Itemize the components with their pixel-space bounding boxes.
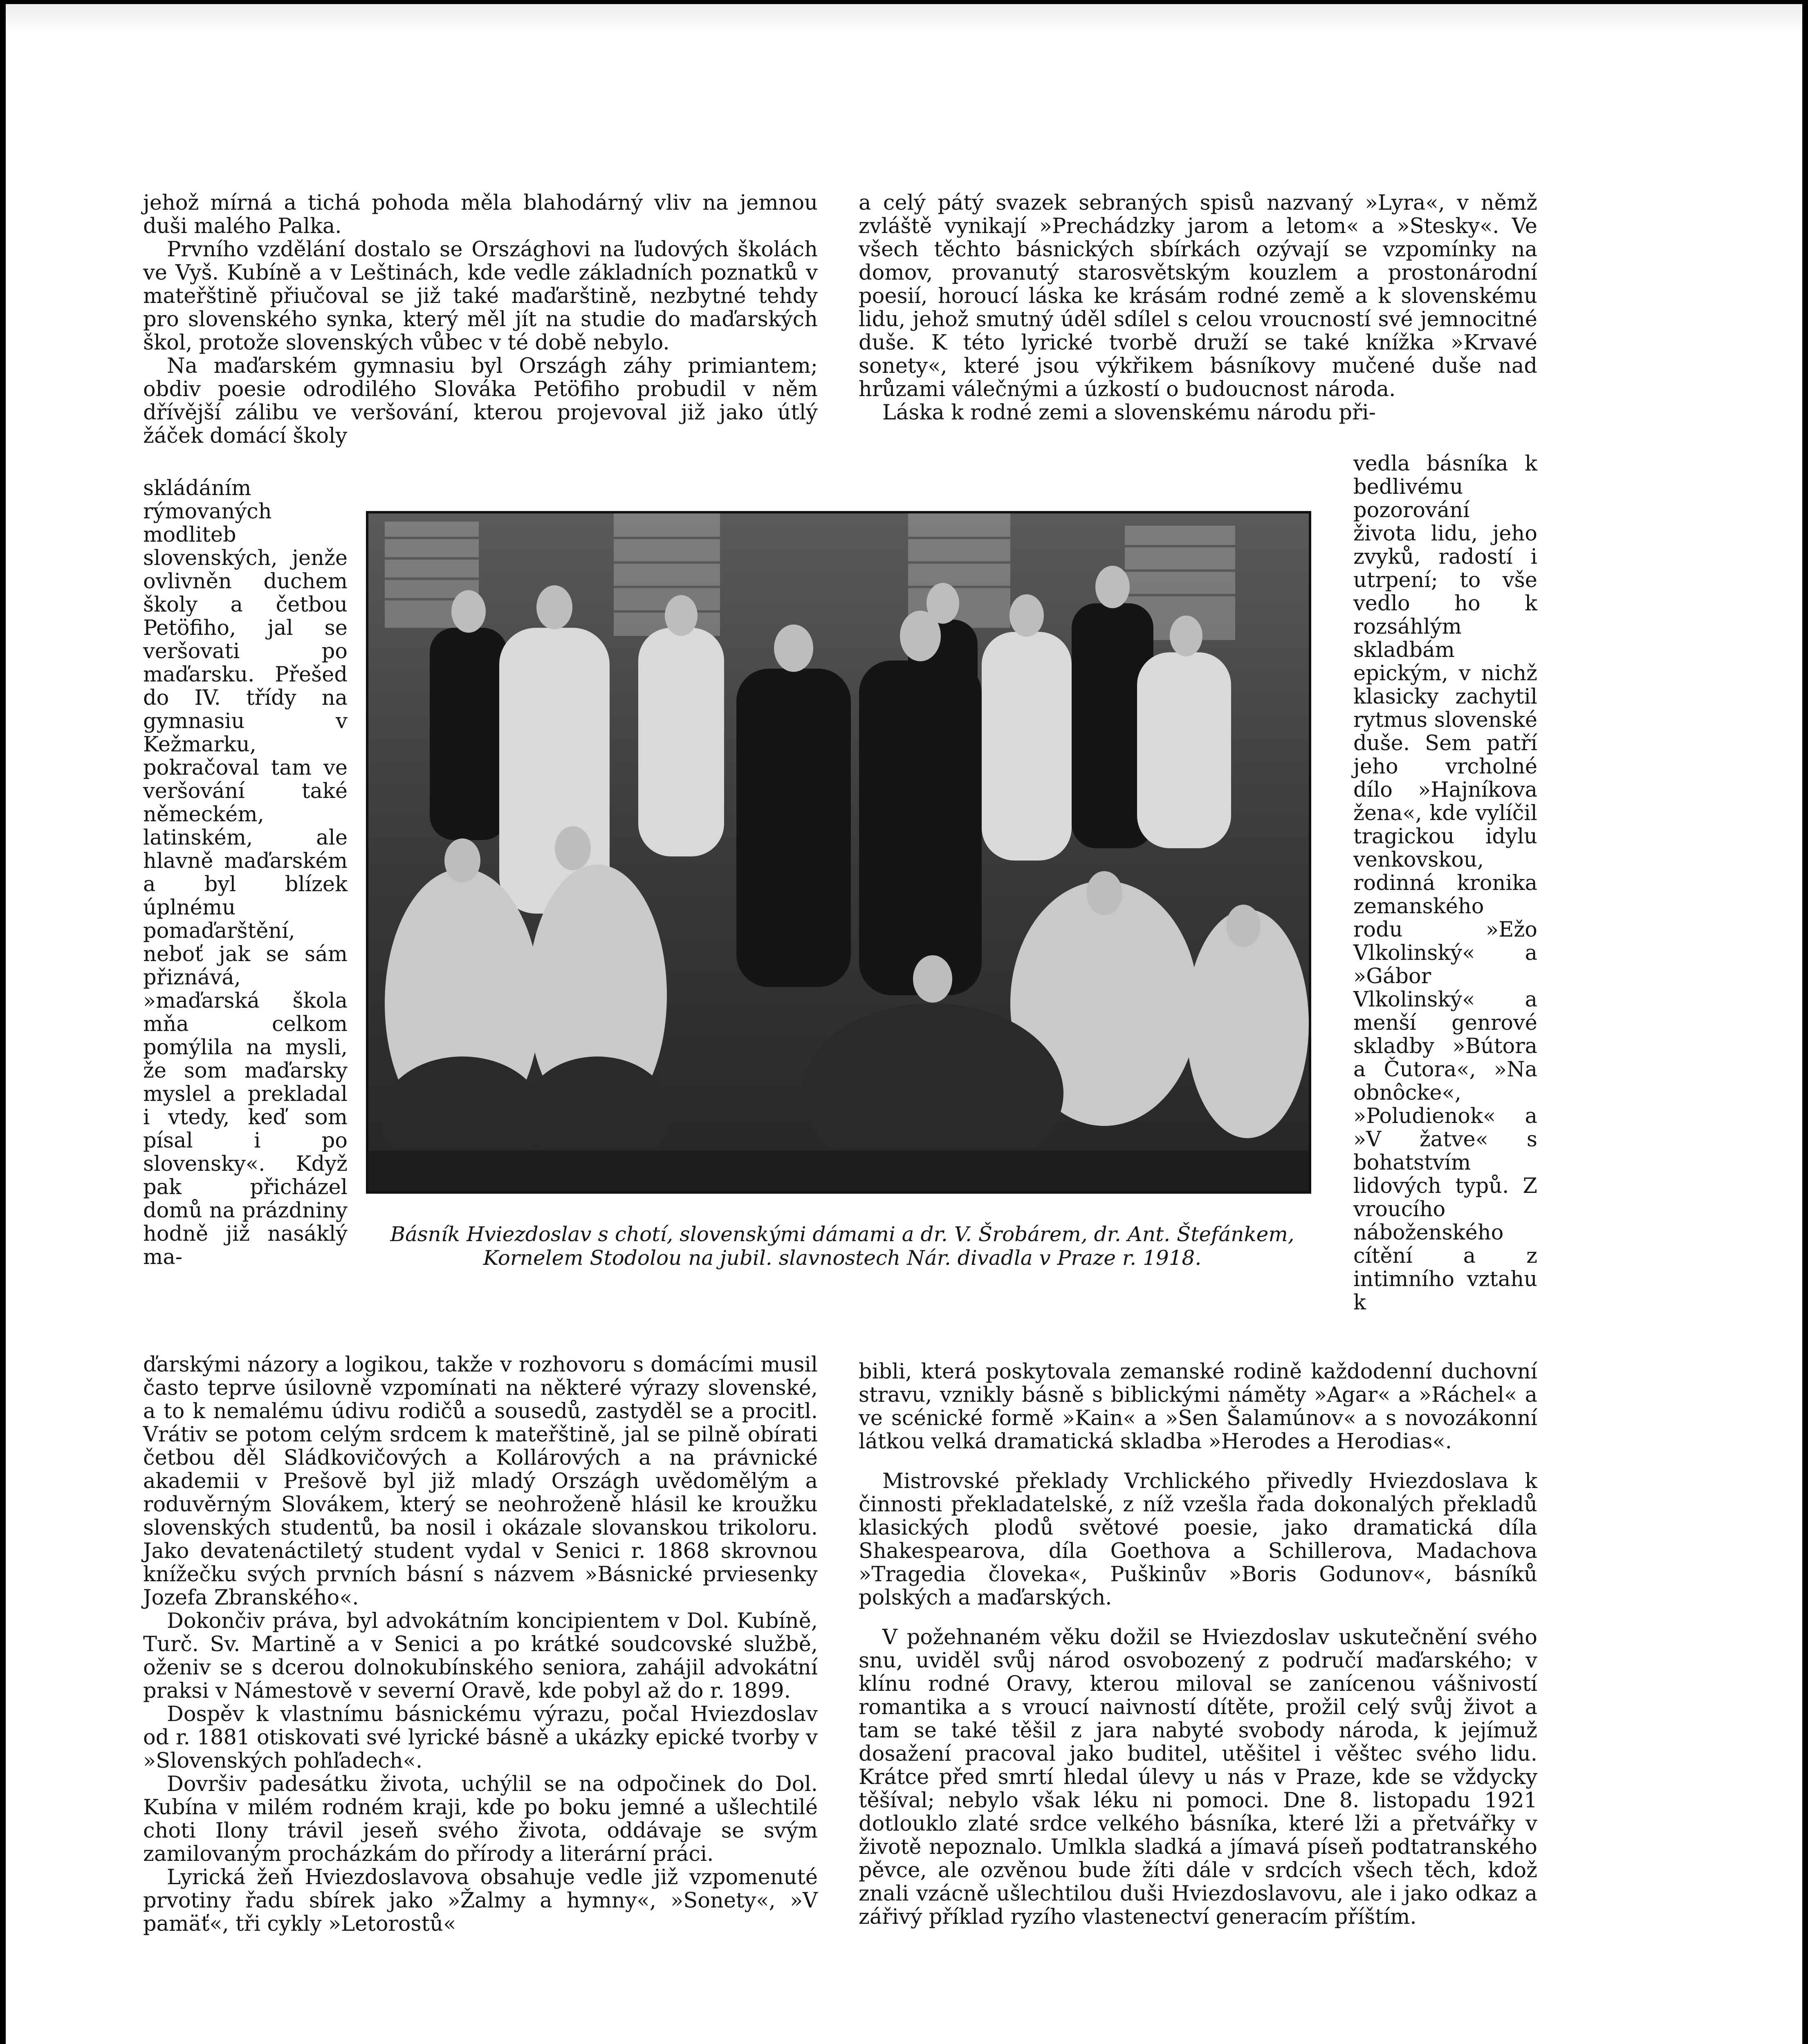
right-column-narrow <box>1353 452 1537 1314</box>
paragraph: Lyrická žeň Hviezdoslavova obsahuje vedle již vzpomenuté prvotiny řadu sbírek jako »Žalmy a hymny«, »Sonety«, »V pamäť«, tři cykly »Letorostů« <box>143 1865 818 1936</box>
paragraph: ďarskými názory a logikou, takže v rozhovoru s domácími musil často teprve úsilovně vzpomínati na některé výrazy slovenské, a to k nemalému údivu rodičů a sousedů, zastyděl se a procitl. Vrátiv se potom celým srdcem k mateřštině, jal se pilně obírati četbou děl Sládkovičových a Kollárových a na právnické akademii v Prešově byl již mladý Országh uvědomělým a roduvěrným Slovákem, který se neohroženě hlásil ke kroužku slovenských studentů, ba nosil i okázale slovanskou trikoloru. Jako devatenáctiletý student vydal v Senici r. 1868 skrovnou knížečku svých prvních básní s názvem »Básnické prviesenky Jozefa Zbranského«. <box>143 1353 818 1610</box>
paragraph: Na maďarském gymnasiu byl Országh záhy primiantem; obdiv poesie odrodilého Slováka Petöfiho probudil v něm dřívější zálibu ve veršování, kterou projevoval již jako útlý žáček domácí školy <box>143 354 818 448</box>
photo-illustration <box>368 513 1309 1191</box>
paragraph: Mistrovské překlady Vrchlického přivedly Hviezdoslava k činnosti překladatelské, z níž vzešla řada dokonalých překladů klasických plodů světové poesie, jako dramatická díla Shakespearova, díla Goethova a Schillerova, Madachova »Tragedia človeka«, Puškinův »Boris Godunov«, básníků polských a maďarských. <box>859 1469 1537 1610</box>
paragraph: Dospěv k vlastnímu básnickému výrazu, počal Hviezdoslav od r. 1881 otiskovati své lyrické básně a ukázky epické tvorby v »Slovenských pohľadech«. <box>143 1702 818 1773</box>
paragraph: Dovršiv padesátku života, uchýlil se na odpočinek do Dol. Kubína v milém rodném kraji, kde po boku jemné a ušlechtilé choti Ilony trávil jeseň svého života, oddávaje se svým zamilovaným procházkám do přírody a literární práci. <box>143 1772 818 1866</box>
paragraph: skládáním rýmovaných modliteb slovenských, jenže ovlivněn duchem školy a četbou Petöfiho, jal se veršovati po maďarsku. Přešed do IV. třídy na gymnasiu v Kežmarku, pokračoval tam ve veršování také německém, latinském, ale hlavně maďarském a byl blízek úplnému pomaďarštění, neboť jak se sám přiznává, »maďarská škola mňa celkom pomýlila na mysli, že som maďarsky myslel a prekladal i vtedy, keď som písal i po slovensky«. Když pak přicházel domů na prázdniny hodně již nasáklý ma- <box>143 476 348 1269</box>
paragraph: Dokončiv práva, byl advokátním koncipientem v Dol. Kubíně, Turč. Sv. Martině a v Senici a po krátké soudcovské službě, oženiv se s dcerou dolnokubínského seniora, zahájil advokátní praksi v Námestově v severní Oravě, kde pobyl až do r. 1899. <box>143 1609 818 1703</box>
paragraph: jehož mírná a tichá pohoda měla blahodárný vliv na jemnou duši malého Palka. <box>143 191 818 238</box>
paragraph: a celý pátý svazek sebraných spisů nazvaný »Lyra«, v němž zvláště vynikají »Prechádzky jarom a letom« a »Stesky«. Ve všech těchto básnických sbírkách ozývají se vzpomínky na domov, provanutý starosvětským kouzlem a prostonárodní poesií, horoucí láska ke krásám rodné země a k slovenskému lidu, jehož smutný úděl sdílel s celou vroucností své jemnocitné duše. K této lyrické tvorbě druží se také knížka »Krvavé sonety«, které jsou výkřikem básníkovy mučené duše nad hrůzami válečnými a úzkostí o budoucnost národa. <box>859 191 1537 401</box>
paragraph: bibli, která poskytovala zemanské rodině každodenní duchovní stravu, vznikly básně s biblickými náměty »Agar« a »Ráchel« a ve scénické formě »Kain« a »Sen Šalamúnov« a s novozákonní látkou velká dramatická skladba »Herodes a Herodias«. <box>859 1360 1537 1454</box>
right-column-bottom <box>859 1360 1537 1929</box>
left-column-top <box>143 191 818 448</box>
left-column-bottom <box>143 1353 818 1936</box>
paragraph: vedla básníka k bedlivému pozorování života lidu, jeho zvyků, radostí i utrpení; to vše vedlo ho k rozsáhlým skladbám epickým, v nichž klasicky zachytil rytmus slovenské duše. Sem patří jeho vrcholné dílo »Hajníkova žena«, kde vylíčil tragickou idylu venkovskou, rodinná kronika zemanského rodu »Ežo Vlkolinský« a »Gábor Vlkolinský« a menší genrové skladby »Bútora a Čutora«, »Na obnôcke«, »Poludienok« a »V žatve« s bohatstvím lidových typů. Z vroucího náboženského cítění a z intimního vztahu k <box>1353 452 1537 1315</box>
group-photograph <box>366 511 1311 1194</box>
paragraph: Prvního vzdělání dostalo se Országhovi na ľudových školách ve Vyš. Kubíně a v Leštinách, kde vedle základních poznatků v mateřštině přiučoval se již také maďarštině, nezbytné tehdy pro slovenského synka, který měl jít na studie do maďarských škol, protože slovenských vůbec v té době nebylo. <box>143 238 818 355</box>
paragraph: V požehnaném věku dožil se Hviezdoslav uskutečnění svého snu, uviděl svůj národ osvobozený z područí maďarského; v klínu rodné Oravy, kterou miloval se zanícenou vášnivostí romantika a s vroucí naivností dítěte, prožil celý svůj život a tam se také těšil z jara nabyté svobody národa, k jejímuž dosažení pracoval jako buditel, utěšitel i věštec svého lidu. Krátce před smrtí hledal úlevy u nás v Praze, kde se vždycky těšíval; nebylo však léku ni pomoci. Dne 8. listopadu 1921 dotlouklo zlaté srdce velkého básníka, které lži a přetvářky v životě nepoznalo. Umlkla sladká a jímavá píseň podtatranského pěvce, ale ozvěnou bude žíti dále v srdcích všech těch, kdož znali vzácně ušlechtilou duši Hviezdoslavovu, ale i jako odkaz a zářivý příklad ryzího vlastenectví generacím příštím. <box>859 1625 1537 1929</box>
photo-caption: Básník Hviezdoslav s chotí, slovenskými dámami a dr. V. Šrobárem, dr. Ant. Štefánkem, Kornelem Stodolou na jubil. slavnostech Nár. divadla v Praze r. 1918. <box>390 1222 1294 1270</box>
right-column-top <box>859 191 1537 424</box>
paragraph: Láska k rodné zemi a slovenskému národu při- <box>882 401 1376 425</box>
left-column-narrow <box>143 477 348 1269</box>
